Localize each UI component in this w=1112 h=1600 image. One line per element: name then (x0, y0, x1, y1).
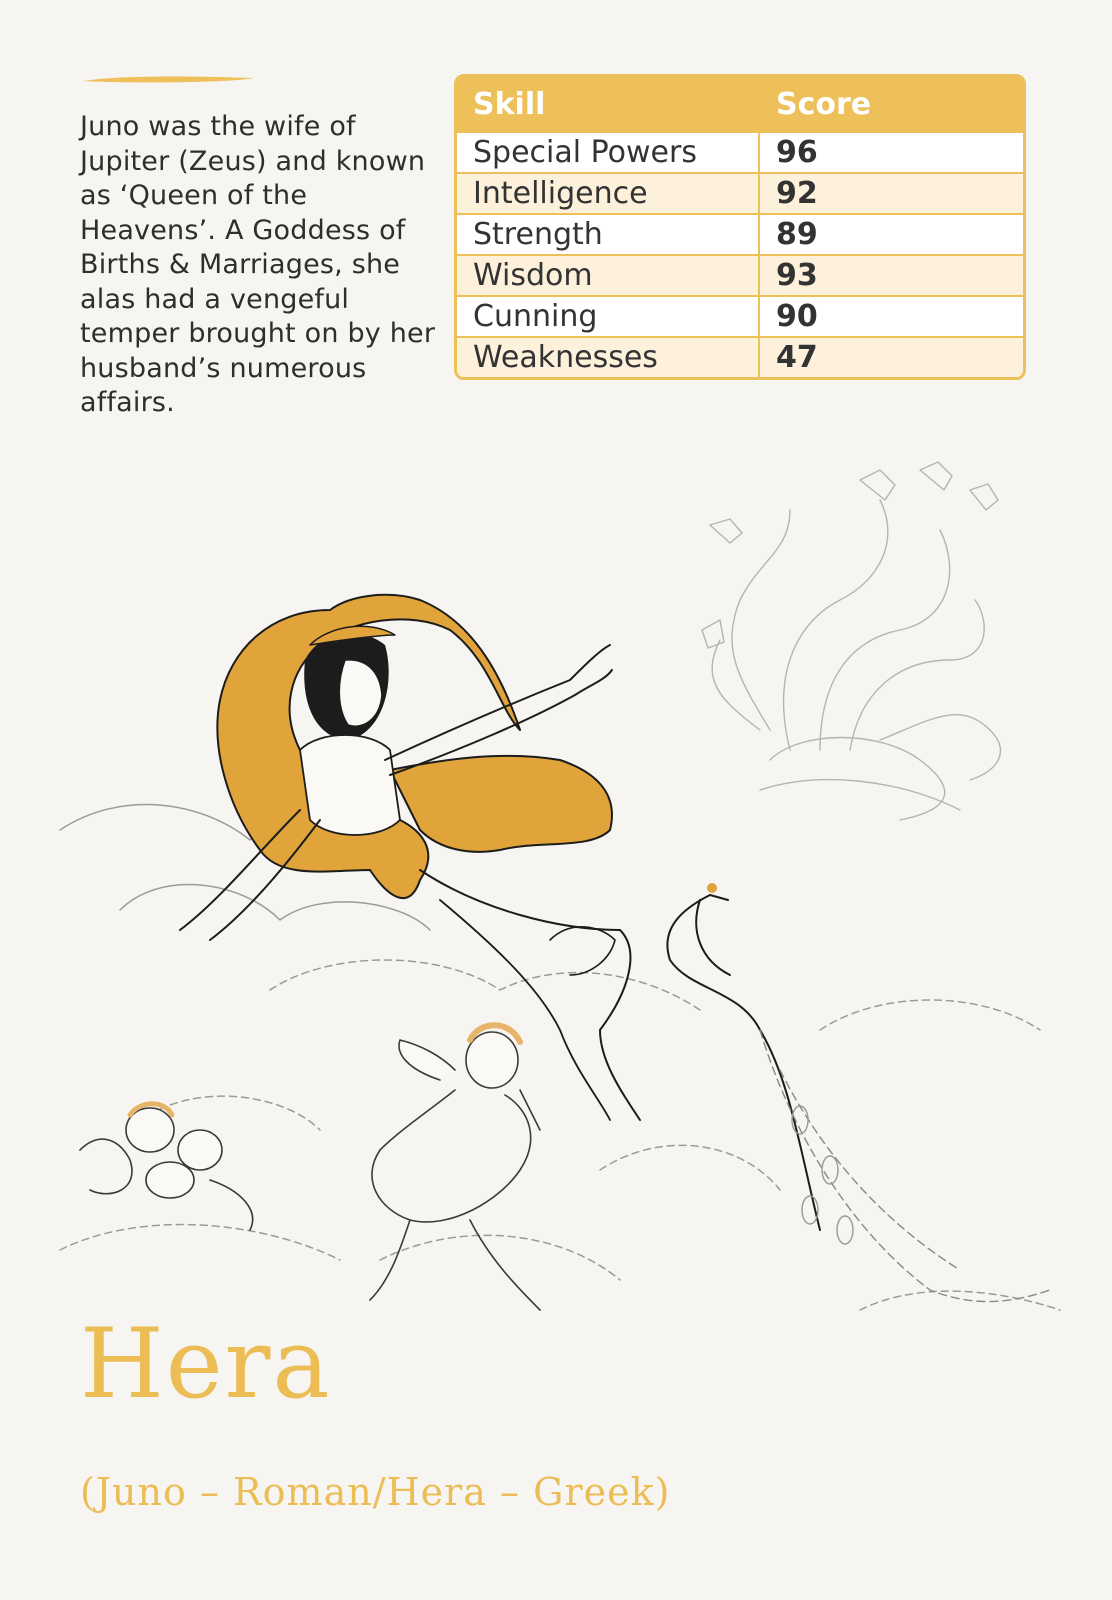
description-text: Juno was the wife of Jupiter (Zeus) and known as ‘Queen of the Heavens’. A Goddess of Births & Marriages, she alas had a vengeful temper brought on by her husband’s numerous affairs. (80, 111, 436, 418)
skill-name: Cunning (457, 296, 759, 337)
table-row (457, 337, 1023, 377)
skill-table (454, 74, 1026, 380)
skill-score: 93 (759, 255, 1023, 296)
score-column-header: Score (759, 77, 1023, 132)
table-row (457, 214, 1023, 255)
table-row (457, 173, 1023, 214)
cherubs-illustration (80, 1025, 540, 1310)
skill-score: 47 (759, 337, 1023, 377)
table-row (457, 255, 1023, 296)
skill-column-header: Skill (457, 77, 759, 132)
skill-score: 90 (759, 296, 1023, 337)
table-row (457, 132, 1023, 173)
skill-name: Special Powers (457, 132, 759, 173)
illustration (0, 430, 1112, 1360)
brush-stroke-decoration (80, 72, 256, 86)
page-title: Hera (80, 1308, 332, 1420)
subtitle: (Juno – Roman/Hera – Greek) (80, 1470, 671, 1514)
skill-name: Strength (457, 214, 759, 255)
goddess-illustration (180, 595, 640, 1120)
skill-name: Intelligence (457, 173, 759, 214)
table-row (457, 296, 1023, 337)
skill-table-header (457, 77, 1023, 132)
peacock-illustration (667, 883, 1050, 1302)
skill-name: Weaknesses (457, 337, 759, 377)
skill-score: 89 (759, 214, 1023, 255)
skill-score: 96 (759, 132, 1023, 173)
hydra-illustration (702, 462, 1000, 820)
skill-score: 92 (759, 173, 1023, 214)
skill-name: Wisdom (457, 255, 759, 296)
